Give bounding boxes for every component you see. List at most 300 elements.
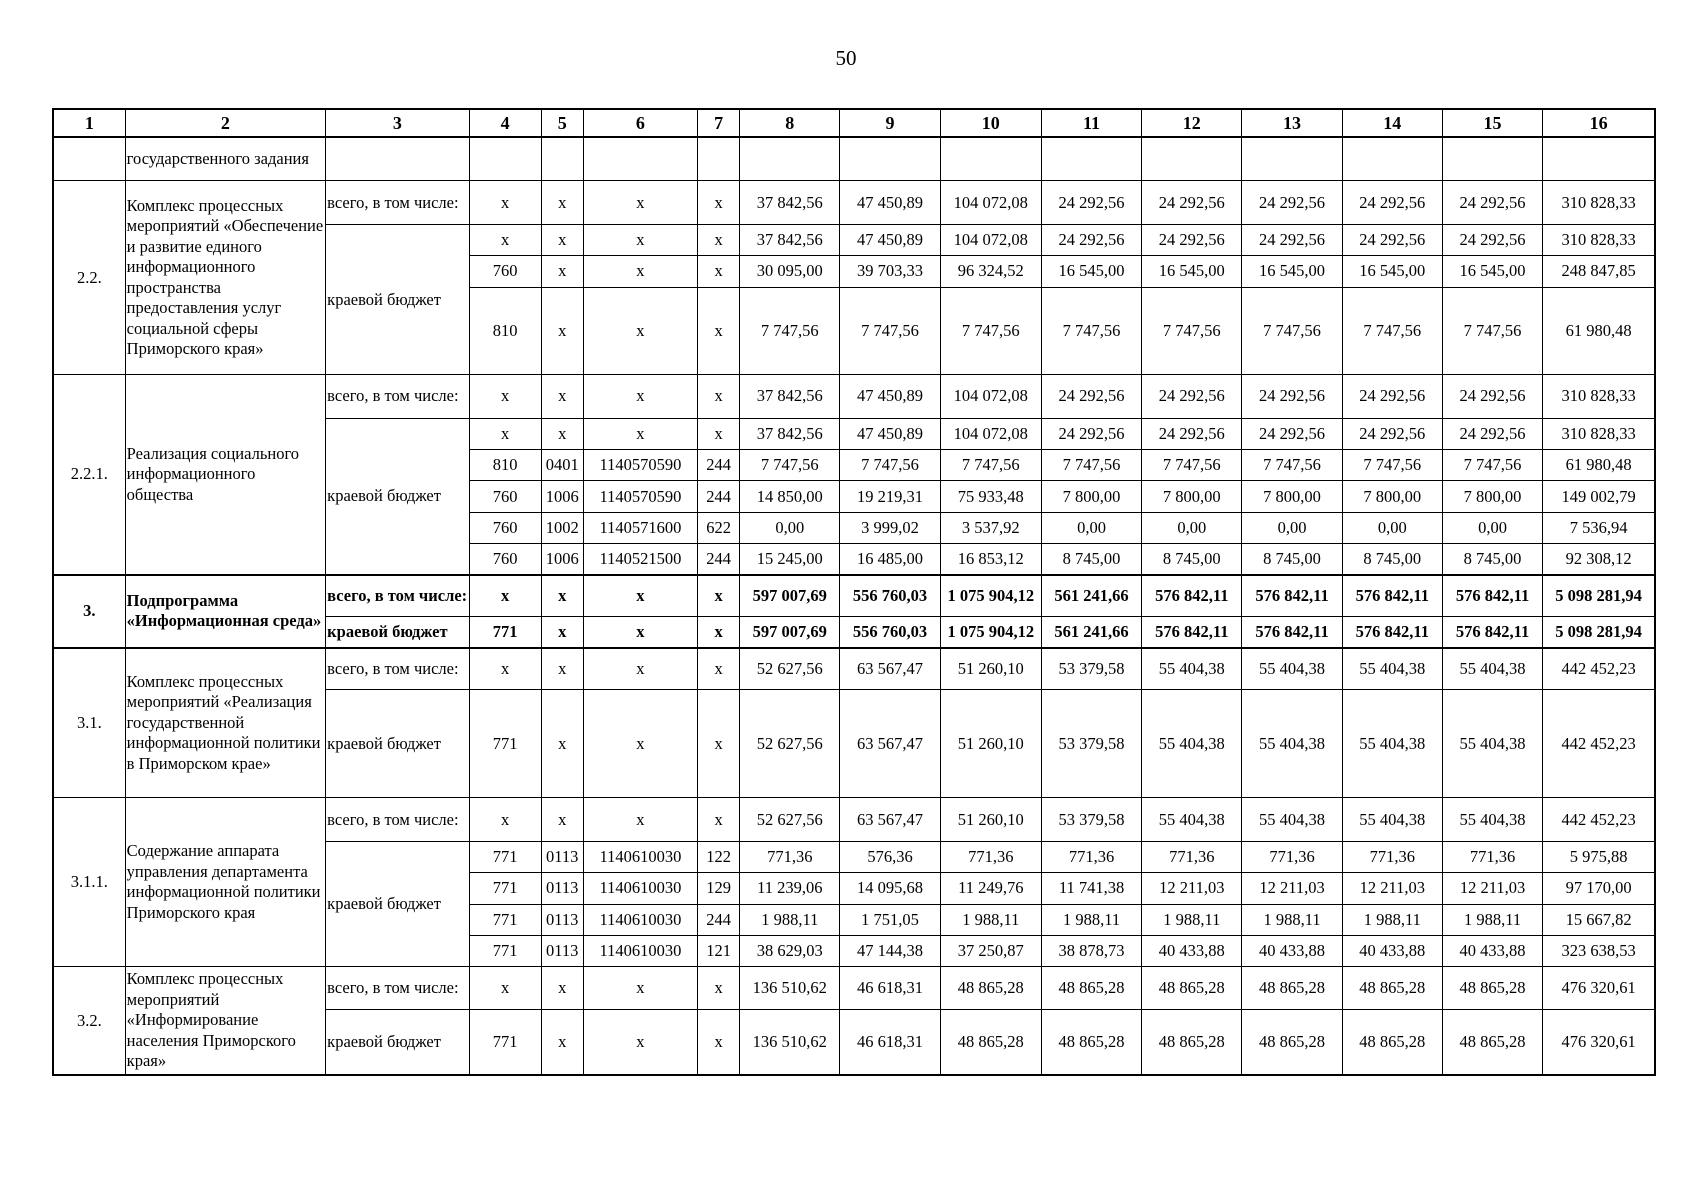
value-cell: 39 703,33 (840, 256, 940, 287)
value-cell: 1140570590 (583, 450, 697, 481)
value-cell: 7 747,56 (1142, 287, 1242, 375)
table-row (53, 375, 1655, 419)
source-total: всего, в том числе: (326, 648, 469, 690)
value-cell: 37 842,56 (740, 418, 840, 449)
value-cell: 53 379,58 (1041, 648, 1141, 690)
source-budget: краевой бюджет (326, 1010, 469, 1075)
value-cell: 442 452,23 (1543, 689, 1655, 797)
value-cell: 61 980,48 (1543, 287, 1655, 375)
value-cell: 7 747,56 (1242, 450, 1342, 481)
header-cell: 11 (1041, 109, 1141, 137)
value-cell: 771 (469, 935, 541, 966)
value-cell: 576,36 (840, 841, 940, 872)
source-total: всего, в том числе: (326, 575, 469, 617)
header-cell: 10 (940, 109, 1041, 137)
value-cell: 561 241,66 (1041, 616, 1141, 647)
value-cell: x (541, 225, 583, 256)
value-cell: 5 098 281,94 (1543, 616, 1655, 647)
value-cell: 12 211,03 (1342, 873, 1442, 904)
value-cell: 52 627,56 (740, 648, 840, 690)
value-cell: 19 219,31 (840, 481, 940, 512)
header-cell: 4 (469, 109, 541, 137)
value-cell: 576 842,11 (1142, 616, 1242, 647)
value-cell: 1140571600 (583, 512, 697, 543)
value-cell: 771 (469, 616, 541, 647)
value-cell: x (698, 418, 740, 449)
value-cell: 244 (698, 481, 740, 512)
value-cell: 1 988,11 (940, 904, 1041, 935)
value-cell: 760 (469, 512, 541, 543)
value-cell: 8 745,00 (1442, 543, 1542, 574)
value-cell: 47 450,89 (840, 181, 940, 225)
value-cell: 576 842,11 (1442, 575, 1542, 617)
value-cell: 63 567,47 (840, 648, 940, 690)
value-cell: 7 747,56 (740, 450, 840, 481)
value-cell: x (698, 689, 740, 797)
value-cell: 37 842,56 (740, 181, 840, 225)
table-row (53, 575, 1655, 617)
value-cell: 48 865,28 (1442, 967, 1542, 1010)
value-cell: 38 629,03 (740, 935, 840, 966)
item-code: 3.2. (53, 967, 125, 1075)
value-cell: x (583, 287, 697, 375)
value-cell: 1140610030 (583, 841, 697, 872)
value-cell: 104 072,08 (940, 418, 1041, 449)
value-cell: 51 260,10 (940, 798, 1041, 842)
value-cell: 48 865,28 (1142, 967, 1242, 1010)
value-cell: 104 072,08 (940, 181, 1041, 225)
table-row (53, 967, 1655, 1010)
value-cell: x (541, 256, 583, 287)
value-cell: 24 292,56 (1242, 375, 1342, 419)
value-cell: 0,00 (1242, 512, 1342, 543)
value-cell: 96 324,52 (940, 256, 1041, 287)
value-cell: 48 865,28 (1242, 1010, 1342, 1075)
value-cell: 55 404,38 (1442, 798, 1542, 842)
value-cell: 55 404,38 (1342, 689, 1442, 797)
value-cell: 104 072,08 (940, 225, 1041, 256)
source-total: всего, в том числе: (326, 967, 469, 1010)
value-cell: 0401 (541, 450, 583, 481)
value-cell: 24 292,56 (1242, 418, 1342, 449)
value-cell: 24 292,56 (1242, 225, 1342, 256)
value-cell: 0,00 (1342, 512, 1442, 543)
value-cell: x (698, 616, 740, 647)
value-cell: 104 072,08 (940, 375, 1041, 419)
value-cell: 121 (698, 935, 740, 966)
value-cell: 37 842,56 (740, 375, 840, 419)
value-cell: x (469, 225, 541, 256)
source-budget: краевой бюджет (326, 225, 469, 375)
value-cell: 1006 (541, 543, 583, 574)
value-cell: x (469, 181, 541, 225)
source-budget: краевой бюджет (326, 616, 469, 647)
value-cell: 556 760,03 (840, 575, 940, 617)
value-cell: x (583, 256, 697, 287)
value-cell: 47 450,89 (840, 225, 940, 256)
value-cell: 24 292,56 (1442, 418, 1542, 449)
value-cell: 16 485,00 (840, 543, 940, 574)
value-cell: 52 627,56 (740, 689, 840, 797)
value-cell: 30 095,00 (740, 256, 840, 287)
value-cell: 48 865,28 (940, 1010, 1041, 1075)
value-cell: 7 800,00 (1242, 481, 1342, 512)
value-cell: 1140521500 (583, 543, 697, 574)
value-cell: 244 (698, 543, 740, 574)
value-cell: 7 800,00 (1041, 481, 1141, 512)
value-cell: 810 (469, 450, 541, 481)
value-cell: x (698, 181, 740, 225)
value-cell: 7 800,00 (1142, 481, 1242, 512)
value-cell: 771 (469, 689, 541, 797)
value-cell: 7 747,56 (1342, 287, 1442, 375)
value-cell: 0,00 (740, 512, 840, 543)
value-cell: 7 747,56 (1041, 287, 1141, 375)
value-cell: 14 850,00 (740, 481, 840, 512)
value-cell: 11 741,38 (1041, 873, 1141, 904)
value-cell: 556 760,03 (840, 616, 940, 647)
value-cell: x (698, 287, 740, 375)
value-cell: 3 537,92 (940, 512, 1041, 543)
source-total: всего, в том числе: (326, 181, 469, 225)
value-cell: 310 828,33 (1543, 181, 1655, 225)
header-cell: 6 (583, 109, 697, 137)
value-cell: 24 292,56 (1442, 375, 1542, 419)
value-cell: 771 (469, 1010, 541, 1075)
item-code: 3.1. (53, 648, 125, 798)
value-cell: 24 292,56 (1342, 181, 1442, 225)
header-cell: 5 (541, 109, 583, 137)
value-cell: 37 250,87 (940, 935, 1041, 966)
value-cell: 12 211,03 (1242, 873, 1342, 904)
value-cell: x (469, 648, 541, 690)
value-cell: 7 800,00 (1342, 481, 1442, 512)
value-cell: 92 308,12 (1543, 543, 1655, 574)
value-cell: 1 075 904,12 (940, 616, 1041, 647)
value-cell: 7 747,56 (840, 287, 940, 375)
value-cell: x (698, 575, 740, 617)
value-cell: 576 842,11 (1342, 616, 1442, 647)
value-cell: x (541, 181, 583, 225)
value-cell: x (541, 798, 583, 842)
value-cell: 40 433,88 (1142, 935, 1242, 966)
value-cell: 576 842,11 (1342, 575, 1442, 617)
value-cell: 136 510,62 (740, 967, 840, 1010)
value-cell: 1006 (541, 481, 583, 512)
value-cell: 11 249,76 (940, 873, 1041, 904)
value-cell: 16 545,00 (1342, 256, 1442, 287)
value-cell: x (698, 225, 740, 256)
value-cell: 48 865,28 (1342, 1010, 1442, 1075)
value-cell: 48 865,28 (1442, 1010, 1542, 1075)
value-cell: x (469, 375, 541, 419)
value-cell: x (583, 1010, 697, 1075)
value-cell: 8 745,00 (1041, 543, 1141, 574)
value-cell: 51 260,10 (940, 689, 1041, 797)
value-cell: 1 988,11 (1041, 904, 1141, 935)
value-cell: 1140610030 (583, 873, 697, 904)
table-row (53, 137, 1655, 181)
value-cell: 771,36 (740, 841, 840, 872)
item-name: Содержание аппарата управления департамента информационной политики Приморского края (125, 798, 326, 967)
source-budget: краевой бюджет (326, 689, 469, 797)
value-cell: x (541, 648, 583, 690)
value-cell: x (541, 575, 583, 617)
value-cell: 8 745,00 (1342, 543, 1442, 574)
value-cell: 244 (698, 904, 740, 935)
value-cell: 55 404,38 (1442, 689, 1542, 797)
continuation-name: государственного задания (125, 137, 326, 181)
value-cell: 55 404,38 (1442, 648, 1542, 690)
value-cell: 576 842,11 (1242, 616, 1342, 647)
header-cell: 8 (740, 109, 840, 137)
value-cell: 97 170,00 (1543, 873, 1655, 904)
value-cell: 771 (469, 841, 541, 872)
value-cell: 24 292,56 (1142, 181, 1242, 225)
value-cell: 8 745,00 (1142, 543, 1242, 574)
value-cell: 771 (469, 904, 541, 935)
value-cell: x (583, 575, 697, 617)
value-cell: 16 545,00 (1442, 256, 1542, 287)
value-cell: 24 292,56 (1142, 418, 1242, 449)
value-cell: 310 828,33 (1543, 225, 1655, 256)
value-cell: 1 075 904,12 (940, 575, 1041, 617)
value-cell: 37 842,56 (740, 225, 840, 256)
value-cell: 576 842,11 (1442, 616, 1542, 647)
value-cell: 149 002,79 (1543, 481, 1655, 512)
value-cell: 24 292,56 (1041, 181, 1141, 225)
value-cell: 442 452,23 (1543, 798, 1655, 842)
value-cell: 0,00 (1442, 512, 1542, 543)
value-cell: 75 933,48 (940, 481, 1041, 512)
value-cell: 24 292,56 (1342, 225, 1442, 256)
value-cell: 7 747,56 (1242, 287, 1342, 375)
item-code: 3. (53, 575, 125, 648)
value-cell: 0113 (541, 873, 583, 904)
value-cell: 38 878,73 (1041, 935, 1141, 966)
value-cell: 24 292,56 (1041, 418, 1141, 449)
value-cell: 7 747,56 (940, 287, 1041, 375)
item-name: Подпрограмма «Информационная среда» (125, 575, 326, 648)
value-cell: x (698, 648, 740, 690)
value-cell: 15 245,00 (740, 543, 840, 574)
value-cell: 476 320,61 (1543, 1010, 1655, 1075)
value-cell: 122 (698, 841, 740, 872)
value-cell: 323 638,53 (1543, 935, 1655, 966)
value-cell: 7 747,56 (1442, 450, 1542, 481)
value-cell: 52 627,56 (740, 798, 840, 842)
budget-table (52, 108, 1656, 1076)
value-cell: 597 007,69 (740, 616, 840, 647)
value-cell: x (541, 287, 583, 375)
item-code: 3.1.1. (53, 798, 125, 967)
page-number: 50 (835, 46, 857, 70)
value-cell: 15 667,82 (1543, 904, 1655, 935)
value-cell: 11 239,06 (740, 873, 840, 904)
header-row (53, 109, 1655, 137)
value-cell: 8 745,00 (1242, 543, 1342, 574)
value-cell: 24 292,56 (1442, 225, 1542, 256)
value-cell: 1 988,11 (1242, 904, 1342, 935)
value-cell: 24 292,56 (1142, 225, 1242, 256)
value-cell: 7 747,56 (1442, 287, 1542, 375)
value-cell: 1002 (541, 512, 583, 543)
value-cell: x (583, 181, 697, 225)
value-cell: 55 404,38 (1242, 798, 1342, 842)
item-name: Комплекс процессных мероприятий «Обеспечение и развитие единого информационного пространства предоставления услуг социальной сферы Приморского края» (125, 181, 326, 375)
value-cell: 16 545,00 (1242, 256, 1342, 287)
header-cell: 1 (53, 109, 125, 137)
value-cell: 46 618,31 (840, 967, 940, 1010)
value-cell: 47 450,89 (840, 375, 940, 419)
value-cell: x (583, 616, 697, 647)
value-cell: 760 (469, 256, 541, 287)
source-budget: краевой бюджет (326, 418, 469, 574)
value-cell: x (583, 689, 697, 797)
value-cell: 16 853,12 (940, 543, 1041, 574)
value-cell: 47 144,38 (840, 935, 940, 966)
header-cell: 7 (698, 109, 740, 137)
value-cell: 244 (698, 450, 740, 481)
value-cell: 5 975,88 (1543, 841, 1655, 872)
value-cell: x (698, 375, 740, 419)
value-cell: 55 404,38 (1242, 689, 1342, 797)
value-cell: 248 847,85 (1543, 256, 1655, 287)
value-cell: 7 747,56 (840, 450, 940, 481)
item-name: Реализация социального информационного общества (125, 375, 326, 575)
value-cell: 1 988,11 (1142, 904, 1242, 935)
header-cell: 16 (1543, 109, 1655, 137)
value-cell: 63 567,47 (840, 798, 940, 842)
value-cell: 24 292,56 (1041, 375, 1141, 419)
value-cell: 771,36 (1242, 841, 1342, 872)
value-cell: 760 (469, 481, 541, 512)
value-cell: 48 865,28 (1142, 1010, 1242, 1075)
value-cell: x (541, 967, 583, 1010)
value-cell: 0113 (541, 904, 583, 935)
value-cell: x (541, 616, 583, 647)
value-cell: x (583, 375, 697, 419)
value-cell: 55 404,38 (1342, 798, 1442, 842)
value-cell: 1 988,11 (740, 904, 840, 935)
value-cell: 53 379,58 (1041, 689, 1141, 797)
value-cell: x (583, 967, 697, 1010)
value-cell: 7 747,56 (1142, 450, 1242, 481)
value-cell: x (541, 1010, 583, 1075)
value-cell: x (698, 967, 740, 1010)
value-cell: x (541, 689, 583, 797)
value-cell: 40 433,88 (1242, 935, 1342, 966)
value-cell: 55 404,38 (1142, 689, 1242, 797)
value-cell: x (469, 967, 541, 1010)
table-row (53, 648, 1655, 690)
value-cell: 476 320,61 (1543, 967, 1655, 1010)
header-cell: 14 (1342, 109, 1442, 137)
value-cell: x (469, 575, 541, 617)
value-cell: 0,00 (1142, 512, 1242, 543)
value-cell: 597 007,69 (740, 575, 840, 617)
value-cell: 561 241,66 (1041, 575, 1141, 617)
item-name: Комплекс процессных мероприятий «Информирование населения Приморского края» (125, 967, 326, 1075)
value-cell: 48 865,28 (1041, 967, 1141, 1010)
value-cell: 7 747,56 (1041, 450, 1141, 481)
value-cell: 7 747,56 (740, 287, 840, 375)
value-cell: 16 545,00 (1041, 256, 1141, 287)
value-cell: 1 751,05 (840, 904, 940, 935)
value-cell: 576 842,11 (1142, 575, 1242, 617)
value-cell: 771,36 (1041, 841, 1141, 872)
value-cell: 1140610030 (583, 935, 697, 966)
value-cell: 55 404,38 (1242, 648, 1342, 690)
value-cell: x (583, 648, 697, 690)
value-cell: 136 510,62 (740, 1010, 840, 1075)
value-cell: 16 545,00 (1142, 256, 1242, 287)
value-cell: 61 980,48 (1543, 450, 1655, 481)
value-cell: 63 567,47 (840, 689, 940, 797)
value-cell: 48 865,28 (1242, 967, 1342, 1010)
value-cell: 810 (469, 287, 541, 375)
value-cell: 7 536,94 (1543, 512, 1655, 543)
value-cell: 46 618,31 (840, 1010, 940, 1075)
item-name: Комплекс процессных мероприятий «Реализация государственной информационной политики в Приморском крае» (125, 648, 326, 798)
value-cell: x (698, 798, 740, 842)
value-cell: 310 828,33 (1543, 375, 1655, 419)
value-cell: 24 292,56 (1342, 418, 1442, 449)
value-cell: 12 211,03 (1142, 873, 1242, 904)
value-cell: 40 433,88 (1442, 935, 1542, 966)
value-cell: 576 842,11 (1242, 575, 1342, 617)
value-cell: x (698, 256, 740, 287)
value-cell: 24 292,56 (1041, 225, 1141, 256)
value-cell: 622 (698, 512, 740, 543)
value-cell: 5 098 281,94 (1543, 575, 1655, 617)
value-cell: 1140570590 (583, 481, 697, 512)
item-code: 2.2. (53, 181, 125, 375)
value-cell: x (541, 418, 583, 449)
value-cell: 3 999,02 (840, 512, 940, 543)
table-row (53, 181, 1655, 225)
item-code: 2.2.1. (53, 375, 125, 575)
value-cell: 24 292,56 (1242, 181, 1342, 225)
value-cell: 12 211,03 (1442, 873, 1542, 904)
source-total: всего, в том числе: (326, 375, 469, 419)
header-cell: 13 (1242, 109, 1342, 137)
value-cell: 771 (469, 873, 541, 904)
header-cell: 12 (1142, 109, 1242, 137)
value-cell: x (469, 418, 541, 449)
value-cell: 24 292,56 (1342, 375, 1442, 419)
source-total: всего, в том числе: (326, 798, 469, 842)
value-cell: 48 865,28 (1041, 1010, 1141, 1075)
value-cell: 55 404,38 (1142, 798, 1242, 842)
header-cell: 9 (840, 109, 940, 137)
value-cell: 51 260,10 (940, 648, 1041, 690)
value-cell: x (583, 225, 697, 256)
value-cell: 1140610030 (583, 904, 697, 935)
value-cell: 7 747,56 (1342, 450, 1442, 481)
value-cell: 771,36 (1442, 841, 1542, 872)
value-cell: 40 433,88 (1342, 935, 1442, 966)
source-budget: краевой бюджет (326, 841, 469, 966)
value-cell: 48 865,28 (1342, 967, 1442, 1010)
value-cell: x (541, 375, 583, 419)
value-cell: 24 292,56 (1442, 181, 1542, 225)
value-cell: x (698, 1010, 740, 1075)
value-cell: 7 800,00 (1442, 481, 1542, 512)
value-cell: 24 292,56 (1142, 375, 1242, 419)
value-cell: 1 988,11 (1442, 904, 1542, 935)
value-cell: 760 (469, 543, 541, 574)
